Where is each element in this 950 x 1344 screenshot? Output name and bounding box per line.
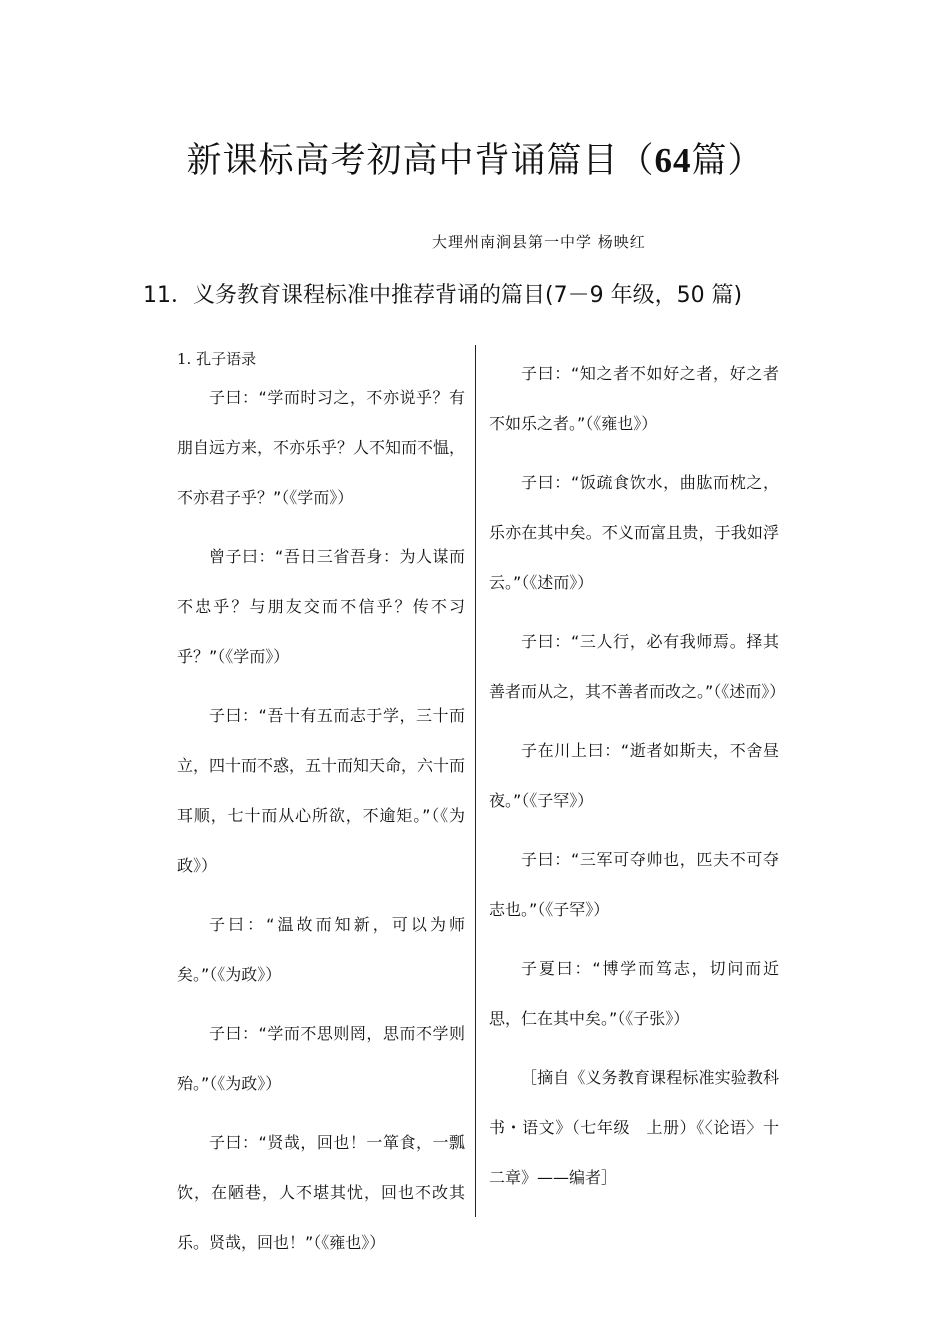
author-line: 大理州南涧县第一中学 杨映红 xyxy=(432,233,646,251)
passage: 子曰：“知之者不如好之者，好之者不如乐之者。”（《雍也》） xyxy=(489,364,779,433)
passage: 子曰：“温故而知新，可以为师矣。”（《为政》） xyxy=(177,915,465,984)
subsection-title: 1. 孔子语录 xyxy=(177,350,257,368)
passage: 子曰：“三人行，必有我师焉。择其善者而从之，其不善者而改之。”（《述而》） xyxy=(489,632,786,701)
passage: 曾子曰：“吾日三省吾身：为人谋而不忠乎？与朋友交而不信乎？传不习乎？”（《学而》） xyxy=(177,547,465,666)
passage: 子曰：“贤哉，回也！一箪食，一瓢饮，在陋巷，人不堪其忧，回也不改其乐。贤哉，回也！”（《雍也》） xyxy=(177,1133,465,1252)
right-column xyxy=(489,349,786,1203)
passage: 子曰：“吾十有五而志于学，三十而立，四十而不惑，五十而知天命，六十而耳顺，七十而从心所欲，不逾矩。”（《为政》） xyxy=(177,706,466,875)
left-column xyxy=(177,345,465,1277)
page-title: 新课标高考初高中背诵篇目（64篇） xyxy=(186,141,764,181)
column-divider xyxy=(475,345,476,1217)
source-note: ［摘自《义务教育课程标准实验教科书・语文》（七年级 上册）《〈论语〉十二章》——编者］ xyxy=(489,1068,779,1187)
passage: 子曰：“学而不思则罔，思而不学则殆。”（《为政》） xyxy=(177,1024,465,1093)
passage: 子曰：“饭疏食饮水，曲肱而枕之，乐亦在其中矣。不义而富且贵，于我如浮云。”（《述而》） xyxy=(489,473,779,592)
passage: 子曰：“三军可夺帅也，匹夫不可夺志也。”（《子罕》） xyxy=(489,850,779,919)
passage: 子夏曰：“博学而笃志，切问而近思，仁在其中矣。”（《子张》） xyxy=(489,959,779,1028)
passage: 子在川上曰：“逝者如斯夫，不舍昼夜。”（《子罕》） xyxy=(489,741,779,810)
section-heading: 11．义务教育课程标准中推荐背诵的篇目(7－9 年级，50 篇) xyxy=(143,283,743,308)
passage: 子曰：“学而时习之，不亦说乎？有朋自远方来，不亦乐乎？人不知而不愠，不亦君子乎？”（《学而》） xyxy=(177,388,466,507)
